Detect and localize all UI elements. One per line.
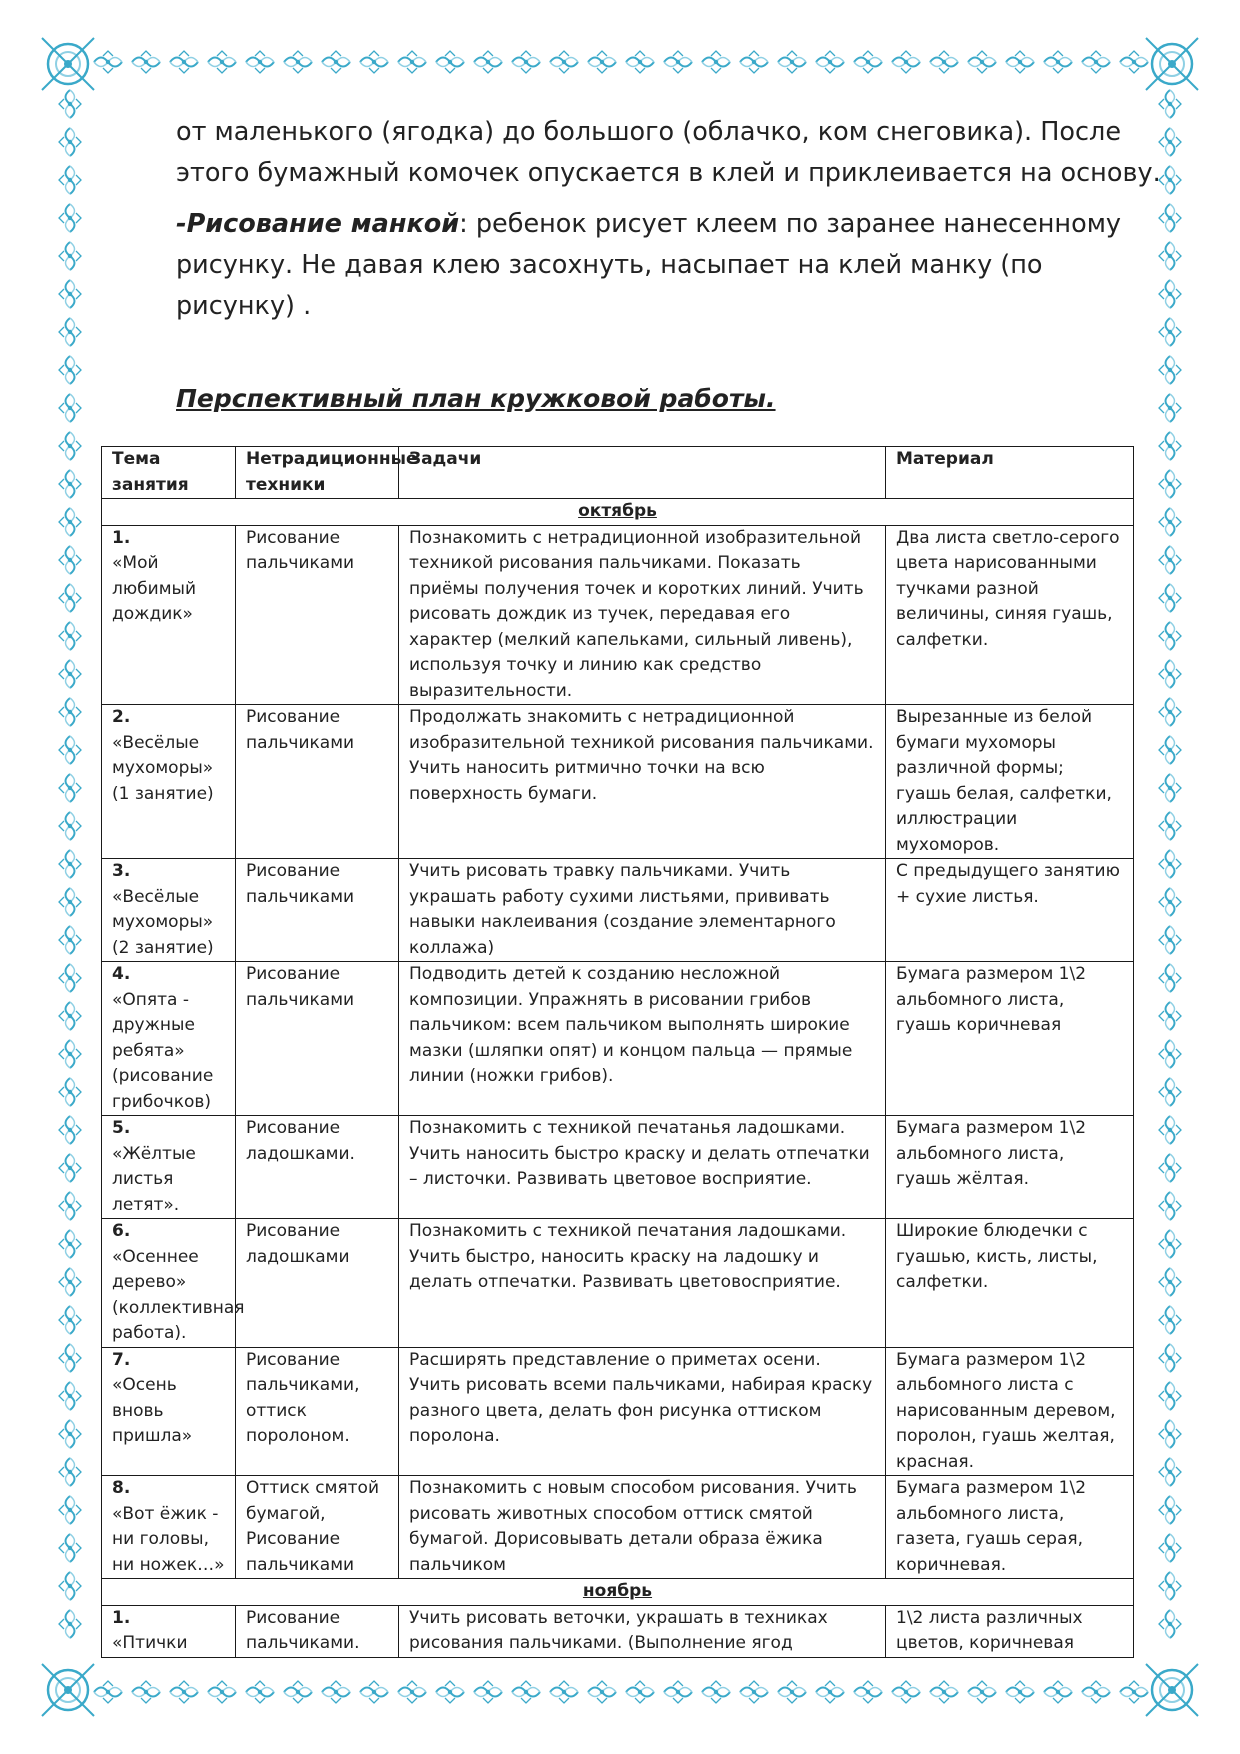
lesson-number: 8. (112, 1478, 131, 1498)
tasks-cell: Расширять представление о приметах осени. Учить рисовать всеми пальчиками, набирая краску разного цвета, делать фон рисунка оттиском поролона. (399, 1347, 886, 1476)
theme-cell (102, 1476, 236, 1579)
material-cell: Бумага размером 1\2 альбомного листа, гуашь коричневая (886, 962, 1134, 1116)
theme-cell (102, 1219, 245, 1348)
material-cell: Бумага размером 1\2 альбомного листа, газета, гуашь серая, коричневая. (886, 1476, 1134, 1579)
lesson-theme: «Мой любимый дождик» (112, 553, 197, 624)
lesson-number: 2. (112, 707, 131, 727)
lesson-theme: «Вот ёжик - ни головы, ни ножек…» (112, 1503, 225, 1575)
lesson-theme: «Птички (112, 1633, 188, 1653)
technique-cell: Рисование ладошками (236, 1219, 399, 1348)
lesson-theme: «Опята - дружные ребята» (рисование грибочков) (112, 989, 214, 1112)
technique-cell: Рисование пальчиками (236, 962, 399, 1116)
table-row (102, 1476, 1134, 1579)
technique-cell: Рисование пальчиками (236, 525, 399, 705)
theme-cell (102, 962, 236, 1116)
theme-cell (102, 1347, 236, 1476)
material-cell: С предыдущего занятию + сухие листья. (886, 859, 1134, 962)
lesson-number: 1. (112, 527, 131, 548)
material-cell: Бумага размером 1\2 альбомного листа, гуашь жёлтая. (886, 1116, 1134, 1219)
lesson-number: 7. (112, 1349, 131, 1370)
table-row (102, 1219, 1134, 1348)
technique-cell: Рисование пальчиками (236, 705, 399, 859)
header-material: Материал (886, 447, 1134, 499)
tasks-cell: Учить рисовать травку пальчиками. Учить украшать работу сухими листьями, прививать навыки наклеивания (создание элементарного коллажа) (399, 859, 886, 962)
tasks-cell: Познакомить с техникой печатанья ладошками. Учить наносить быстро краску и делать отпечатки – листочки. Развивать цветовое восприятие. (399, 1116, 886, 1219)
material-cell: Бумага размером 1\2 альбомного листа с нарисованным деревом, поролон, гуашь желтая, красная. (886, 1347, 1134, 1476)
material-cell: Два листа светло-серого цвета нарисованными тучками разной величины, синяя гуашь, салфетки. (886, 525, 1134, 705)
lesson-theme: «Жёлтые листья летят». (112, 1143, 196, 1215)
material-cell: Широкие блюдечки с гуашью, кисть, листы, салфетки. (886, 1219, 1134, 1348)
plan-heading: Перспективный план кружковой работы. (176, 384, 776, 413)
theme-cell (102, 1116, 236, 1219)
lesson-theme: «Весёлые мухоморы» (1 занятие) (112, 732, 214, 804)
header-technique: Нетрадиционные техники (236, 447, 399, 499)
theme-cell (102, 525, 236, 705)
intro-paragraph-1: от маленького (ягодка) до большого (облачко, ком снеговика). После этого бумажный комочек опускается в клей и приклеивается на основу. (176, 117, 1161, 188)
lesson-theme: «Осень вновь пришла» (112, 1375, 193, 1446)
lesson-number: 5. (112, 1118, 131, 1138)
table-row (102, 1347, 1134, 1476)
lesson-number: 4. (112, 964, 131, 984)
table-row (102, 525, 1134, 705)
lesson-number: 1. (112, 1607, 131, 1628)
theme-cell (102, 705, 236, 859)
material-cell: 1\2 листа различных цветов, коричневая (886, 1605, 1134, 1657)
month-row-october (102, 499, 1134, 526)
material-cell: Вырезанные из белой бумаги мухоморы различной формы; гуашь белая, салфетки, иллюстрации мухоморов. (886, 705, 1134, 859)
table-header-row (102, 447, 1134, 499)
tasks-cell: Познакомить с нетрадиционной изобразительной техникой рисования пальчиками. Показать приёмы получения точек и коротких линий. Учить рисовать дождик из тучек, передавая его характер (мелкий капельками, сильный ливень), используя точку и линию как средство выразительности. (399, 525, 886, 705)
tasks-cell: Познакомить с техникой печатания ладошками. Учить быстро, наносить краску на ладошку и делать отпечатки. Развивать цветовосприятие. (399, 1219, 886, 1348)
month-row-november (102, 1579, 1134, 1606)
semolina-drawing-term: -Рисование манкой (176, 209, 460, 239)
theme-cell (102, 1605, 236, 1657)
lesson-theme: «Весёлые мухоморы» (2 занятие) (112, 886, 214, 958)
technique-cell: Рисование пальчиками, оттиск поролоном. (236, 1347, 399, 1476)
header-theme: Тема занятия (102, 447, 236, 499)
table-row (102, 962, 1134, 1116)
header-tasks: Задачи (399, 447, 886, 499)
technique-cell: Оттиск смятой бумагой, Рисование пальчиками (236, 1476, 399, 1579)
plan-table (101, 446, 1134, 1658)
technique-cell: Рисование ладошками. (236, 1116, 399, 1219)
month-label: октябрь (102, 499, 1134, 526)
lesson-number: 3. (112, 861, 131, 881)
lesson-theme: «Осеннее дерево» (коллективная работа). (112, 1246, 245, 1343)
tasks-cell: Продолжать знакомить с нетрадиционной изобразительной техникой рисования пальчиками. Учить наносить ритмично точки на всю поверхность бумаги. (399, 705, 886, 859)
table-row (102, 1605, 1134, 1657)
theme-cell (102, 859, 236, 962)
table-row (102, 705, 1134, 859)
lesson-number: 6. (112, 1221, 131, 1241)
table-row (102, 859, 1134, 962)
tasks-cell: Учить рисовать веточки, украшать в техниках рисования пальчиками. (Выполнение ягод (399, 1605, 886, 1657)
technique-cell: Рисование пальчиками (236, 859, 399, 962)
intro-paragraph-2 (176, 204, 1166, 327)
technique-cell: Рисование пальчиками. (236, 1605, 399, 1657)
month-label: ноябрь (102, 1579, 1134, 1606)
tasks-cell: Познакомить с новым способом рисования. Учить рисовать животных способом оттиск смятой бумагой. Дорисовывать детали образа ёжика пальчиком (399, 1476, 886, 1579)
tasks-cell: Подводить детей к созданию несложной композиции. Упражнять в рисовании грибов пальчиком: всем пальчиком выполнять широкие мазки (шляпки опят) и концом пальца — прямые линии (ножки грибов). (399, 962, 886, 1116)
semolina-drawing-text: : ребенок рисует клеем по заранее нанесенному рисунку. Не давая клею засохнуть, насыпает на клей манку (по рисунку) . (176, 209, 1122, 321)
table-row (102, 1116, 1134, 1219)
